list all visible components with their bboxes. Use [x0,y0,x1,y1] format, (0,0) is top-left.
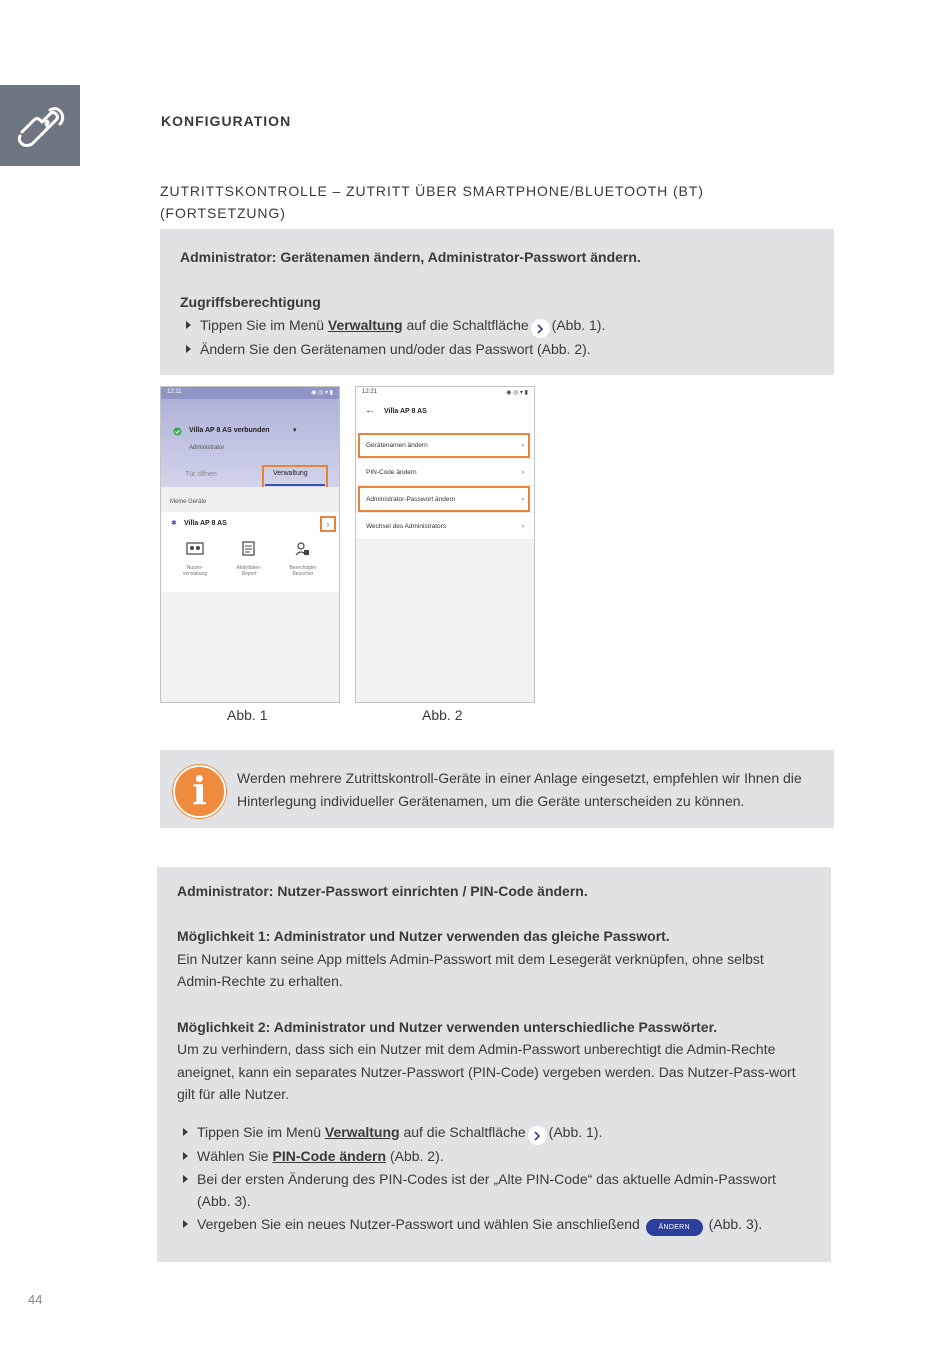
chevron-right-icon: › [521,522,524,530]
box2-bullet-3: Bei der ersten Änderung des PIN-Codes ist der „Alte PIN-Code“ das aktuelle Admin-Passwort (Abb. 3). [177,1168,811,1213]
figure-1-screenshot: 12:11 ◉ ◎ ▾ ▮ Villa AP 8 AS verbunden ▾ Administrator Tür öffnen Verwaltung Meine Geräte ✱ Villa AP 8 AS › Nutzer- verwaltung Aktivitäten- Report Berechtigter Besucher [160,386,340,703]
menu-item-pin[interactable]: PIN-Code ändern › [356,459,534,486]
tab-door-open[interactable]: Tür öffnen [185,471,217,478]
figure-2-caption: Abb. 2 [422,707,463,723]
bluetooth-icon: ✱ [171,520,177,527]
info-icon: i [173,765,226,818]
box1-subheading: Zugriffsberechtigung [180,294,321,311]
figure-2-screenshot: 12:21 ◉ ◎ ▾ ▮ ← Villa AP 8 AS Gerätenamen ändern › PIN-Code ändern › Administrator-Passwort ändern › Wechsel des Administrators › [355,386,535,703]
role-label: Administrator [189,445,225,451]
box2-bullet-4: Vergeben Sie ein neues Nutzer-Passwort und wählen Sie anschließend ÄNDERN (Abb. 3). [177,1213,811,1236]
icon-label-visitor: Berechtigter Besucher [289,565,317,577]
highlight-frame-password [358,486,530,512]
device-connected-label: Villa AP 8 AS verbunden [189,427,270,434]
figure-1-caption: Abb. 1 [227,707,268,723]
option1-title: Möglichkeit 1: Administrator und Nutzer verwenden das gleiche Passwort. [177,928,670,945]
aendern-button[interactable]: ÄNDERN [646,1219,703,1236]
chapter-tab [0,85,80,166]
pin-code-link[interactable]: PIN-Code ändern [272,1148,387,1165]
icon-label-activity: Aktivitäten- Report [236,565,262,577]
touch-hand-icon [14,104,66,148]
check-circle-icon [173,427,182,436]
my-devices-label: Meine Geräte [161,487,339,512]
admin-rename-box [160,229,834,375]
chevron-right-icon [531,319,550,338]
box1-bullet-2: Ändern Sie den Gerätenamen und/oder das Passwort (Abb. 2). [180,338,814,361]
authorized-visitor-icon [294,541,310,556]
dropdown-caret-icon: ▾ [293,427,297,434]
option1-text: Ein Nutzer kann seine App mittels Admin-Passwort mit dem Lesegerät verknüpfen, ohne selbst Admin-Rechte zu erhalten. [177,950,764,990]
verwaltung-link[interactable]: Verwaltung [324,1123,400,1140]
chevron-right-icon: › [521,495,524,503]
menu-item-rename[interactable]: Gerätenamen ändern › [356,432,534,459]
screen-title: Villa AP 8 AS [384,408,427,415]
icon-label-user: Nutzer- verwaltung [182,565,208,577]
box2-heading: Administrator: Nutzer-Passwort einrichten / PIN-Code ändern. [177,883,588,899]
activity-report-icon [242,541,255,556]
section-title: KONFIGURATION [161,113,292,129]
box1-heading: Administrator: Gerätenamen ändern, Administrator-Passwort ändern. [180,249,641,265]
device-name: Villa AP 8 AS [184,520,227,527]
menu-item-admin-password[interactable]: Administrator-Passwort ändern › [356,486,534,513]
menu-item-change-admin[interactable]: Wechsel des Administrators › [356,513,534,540]
option2-text: Um zu verhindern, dass sich ein Nutzer mit dem Admin-Passwort unberechtigt die Admin-Rechte aneignet, kann ein separates Nutzer-Passwort (PIN-Code) vergeben werden. Das Nutzer-Pass-wort gilt für alle Nutzer. [177,1041,796,1103]
box2-bullet-2: Wählen Sie PIN-Code ändern (Abb. 2). [177,1145,811,1168]
tab-verwaltung[interactable]: Verwaltung [273,470,308,477]
page-subtitle: ZUTRITTSKONTROLLE – ZUTRITT ÜBER SMARTPHONE/BLUETOOTH (BT) (FORTSETZUNG) [160,183,704,221]
highlight-frame [262,465,328,489]
chevron-right-icon [528,1126,547,1145]
chevron-right-icon: › [521,441,524,449]
info-text: Werden mehrere Zutrittskontroll-Geräte in einer Anlage eingesetzt, empfehlen wir Ihnen die Hinterlegung individueller Gerätenamen, um die Geräte unterscheiden zu können. [237,770,802,809]
pin-code-box [157,867,831,1262]
back-arrow-icon[interactable]: ← [365,405,375,416]
info-note [160,750,834,828]
device-card [161,512,339,592]
page-number: 44 [28,1292,43,1307]
box1-bullet-1: Tippen Sie im Menü Verwaltung auf die Schaltfläche (Abb. 1). [180,314,814,339]
chevron-right-icon: › [521,468,524,476]
user-management-icon [186,542,204,555]
device-chevron-button[interactable]: › [320,516,336,532]
highlight-frame-rename [358,433,530,458]
verwaltung-link[interactable]: Verwaltung [327,316,403,333]
box2-bullet-1: Tippen Sie im Menü Verwaltung auf die Schaltfläche (Abb. 1). [177,1121,811,1146]
option2-title: Möglichkeit 2: Administrator und Nutzer verwenden unterschiedliche Passwörter. [177,1018,718,1035]
